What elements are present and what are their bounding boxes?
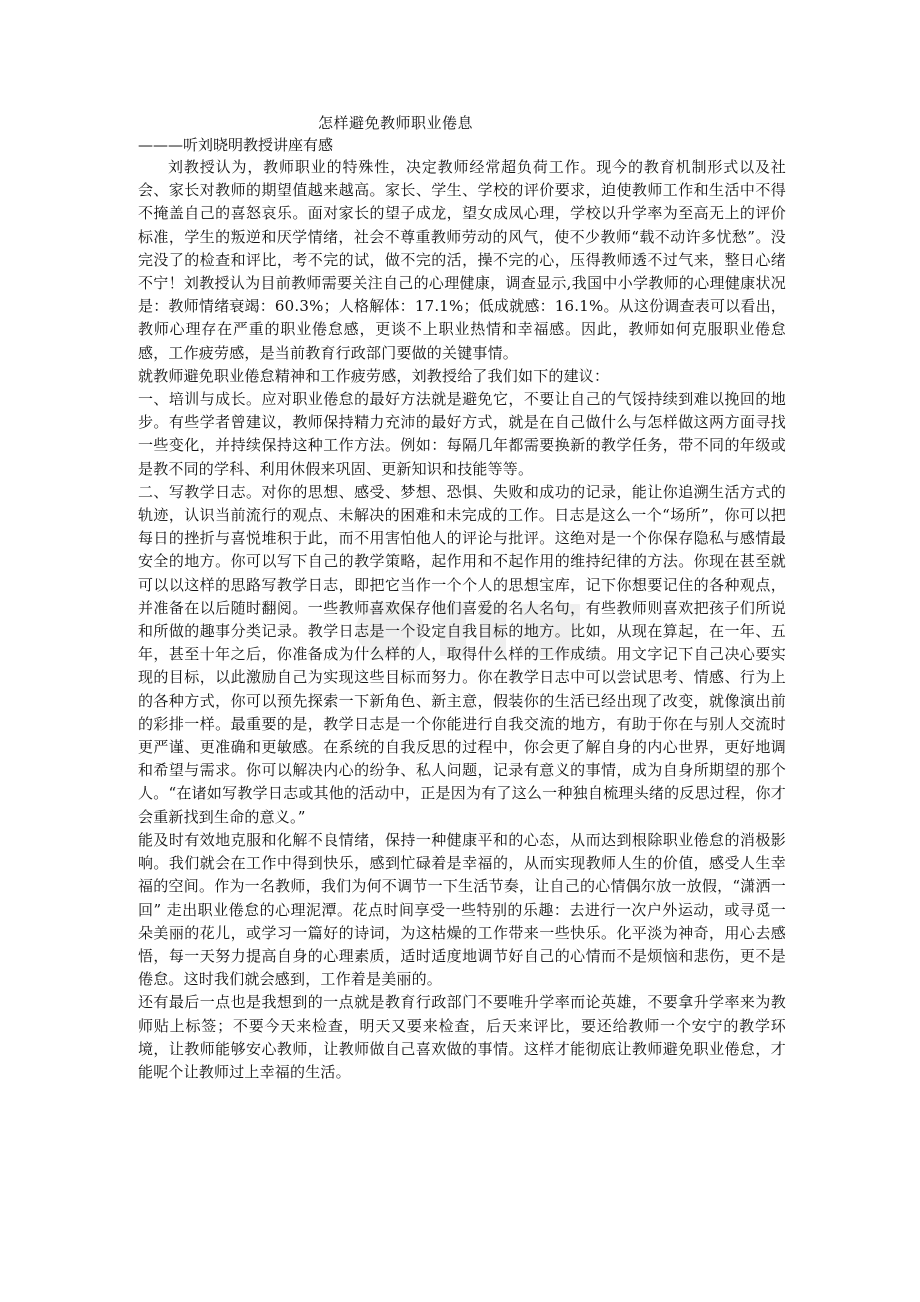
document-title: 怎样避免教师职业倦息 — [318, 114, 474, 132]
paragraph-emotion: 能及时有效地克服和化解不良情绪，保持一种健康平和的心态，从而达到根除职业倦怠的消极影响。我们就会在工作中得到快乐，感到忙碌着是幸福的，从而实现教师人生的价值，感受人生幸福的空间。作为一名教师，我们为何不调节一下生活节奏，让自己的心情偶尔放一放假，“潇洒一回” 走出职业倦怠的心理泥潭。花点时间享受一些特别的乐趣：去进行一次户外运动，或寻觅一朵美丽的花儿，或学习一篇好的诗词，为这枯燥的工作带来一些快乐。化平淡为神奇，用心去感悟，每一天努力提高自身的心理素质，适时适度地调节好自己的心情而不是烦恼和悲伤，更不是倦怠。这时我们就会感到，工作着是美丽的。 — [138, 830, 786, 989]
paragraph-teaching-journal: 二、写教学日志。对你的思想、感受、梦想、恐惧、失败和成功的记录，能让你追溯生活方式的轨迹，认识当前流行的观点、未解决的困难和未完成的工作。日志是这么一个“场所”，你可以把每日的挫折与喜悦堆积于此，而不用害怕他人的评论与批评。这绝对是一个你保存隐私与感情最安全的地方。你可以写下自己的教学策略，起作用和不起作用的维持纪律的方法。你现在甚至就可以以这样的思路写教学日志，即把它当作一个个人的思想宝库，记下你想要记住的各种观点，并准备在以后随时翻阅。一些教师喜欢保存他们喜爱的名人名句，有些教师则喜欢把孩子们所说和所做的趣事分类记录。教学日志是一个设定自我目标的地方。比如，从现在算起，在一年、五年，甚至十年之后，你准备成为什么样的人，取得什么样的工作成绩。用文字记下自己决心要实现的目标，以此激励自己为实现这些目标而努力。你在教学日志中可以尝试思考、情感、行为上的各种方式，你可以预先探索一下新角色、新主意，假装你的生活已经出现了改变，就像演出前的彩排一样。最重要的是，教学日志是一个你能进行自我交流的地方，有助于你在与别人交流时更严谨、更准确和更敏感。在系统的自我反思的过程中，你会更了解自身的内心世界，更好地调和希望与需求。你可以解决内心的纷争、私人问题，记录有意义的事情，成为自身所期望的那个人。“在诸如写教学日志或其他的活动中，正是因为有了这么一种独自梳理头绪的反思过程，你才会重新找到生命的意义。” — [138, 482, 786, 826]
paragraph-intro: 刘教授认为，教师职业的特殊性，决定教师经常超负荷工作。现今的教育机制形式以及社会、家长对教师的期望值越来越高。家长、学生、学校的评价要求，迫使教师工作和生活中不得不掩盖自己的喜怒哀乐。面对家长的望子成龙，望女成凤心理，学校以升学率为至高无上的评价标准，学生的叛逆和厌学情绪，社会不尊重教师劳动的风气，使不少教师“载不动许多忧愁”。没完没了的检查和评比，考不完的试，做不完的活，操不完的心，压得教师透不过气来，整日心绪不宁！刘教授认为目前教师需要关注自己的心理健康，调查显示,我国中小学教师的心理健康状况是：教师情绪衰竭：60.3%；人格解体：17.1%；低成就感：16.1%。从这份调查表可以看出，教师心理存在严重的职业倦怠感，更谈不上职业热情和幸福感。因此，教师如何克服职业倦怠感，工作疲劳感，是当前教育行政部门要做的关键事情。 — [138, 158, 786, 362]
paragraph-advice-lead: 就教师避免职业倦怠精神和工作疲劳感，刘教授给了我们如下的建议： — [138, 366, 610, 385]
paragraph-training: 一、培训与成长。应对职业倦怠的最好方法就是避免它，不要让自己的气馁持续到难以挽回的地步。有些学者曾建议，教师保持精力充沛的最好方式，就是在自己做什么与怎样做这两方面寻找一些变化，并持续保持这种工作方法。例如：每隔几年都需要换新的教学任务，带不同的年级或是教不同的学科、利用休假来巩固、更新知识和技能等等。 — [138, 390, 786, 478]
paragraph-final-point: 还有最后一点也是我想到的一点就是教育行政部门不要唯升学率而论英雄，不要拿升学率来为教师贴上标签；不要今天来检查，明天又要来检查，后天来评比，要还给教师一个安宁的教学环境，让教师能够安心教师，让教师做自己喜欢做的事情。这样才能彻底让教师避免职业倦怠，才能呢个让教师过上幸福的生活。 — [138, 993, 786, 1081]
document-subtitle: ———听刘晓明教授讲座有感 — [138, 136, 334, 154]
document-page — [138, 112, 786, 1084]
